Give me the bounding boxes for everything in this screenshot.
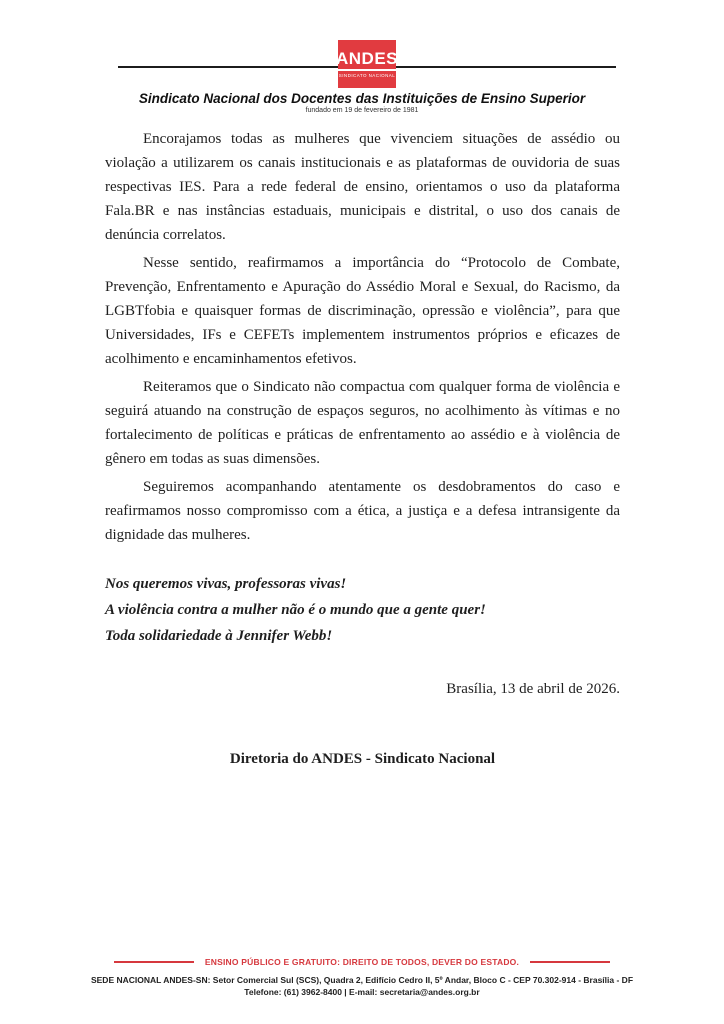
document-body — [105, 127, 620, 771]
dateline: Brasília, 13 de abril de 2026. — [446, 681, 620, 697]
slogan-line: Toda solidariedade à Jennifer Webb! — [105, 628, 333, 644]
andes-logo — [336, 40, 399, 88]
page-footer — [0, 957, 724, 998]
footer-address-line1: SEDE NACIONAL ANDES-SN: Setor Comercial Sul (SCS), Quadra 2, Edifício Cedro II, 5º Andar, Bloco C - CEP 70.302-914 - Brasília - DF — [90, 975, 634, 985]
slogan-line: Nos queremos vivas, professoras vivas! — [105, 576, 347, 592]
founded-date: fundado em 19 de fevereiro de 1981 — [305, 107, 419, 114]
footer-rule-right — [530, 961, 610, 963]
signature: Diretoria do ANDES - Sindicato Nacional — [229, 751, 496, 767]
body-paragraph: Seguiremos acompanhando atentamente os desdobramentos do caso e reafirmamos nosso compromisso com a ética, a justiça e a defesa intransigente da dignidade das mulheres. — [105, 479, 620, 543]
body-paragraph: Reiteramos que o Sindicato não compactua com qualquer forma de violência e seguirá atuando na construção de espaços seguros, no acolhimento às vítimas e no fortalecimento de políticas e práticas de enfrentamento ao assédio e à violência de gênero em todas as suas dimensões. — [105, 379, 620, 467]
body-paragraph: Encorajamos todas as mulheres que vivenciem situações de assédio ou violação a utilizarem os canais institucionais e as plataformas de ouvidoria de suas respectivas IES. Para a rede federal de ensino, orientamos o uso da plataforma Fala.BR e nas instâncias estaduais, municipais e distrital, o uso dos canais de denúncia correlatos. — [105, 131, 620, 243]
footer-rule-left — [114, 961, 194, 963]
footer-motto-row — [0, 957, 724, 967]
logo-subtitle: SINDICATO NACIONAL — [338, 73, 396, 78]
footer-address-line2: Telefone: (61) 3962-8400 | E-mail: secretaria@andes.org.br — [244, 987, 480, 997]
slogan-block — [105, 571, 620, 649]
footer-address — [0, 974, 724, 998]
logo-title: ANDES — [335, 50, 399, 71]
header-rule-right — [396, 66, 616, 68]
body-paragraph: Nesse sentido, reafirmamos a importância do “Protocolo de Combate, Prevenção, Enfrentamento e Apuração do Assédio Moral e Sexual, do Racismo, da LGBTfobia e quaisquer formas de discriminação, opressão e violência”, para que Universidades, IFs e CEFETs implementem instrumentos próprios e eficazes de acolhimento e encaminhamentos efetivos. — [105, 255, 620, 367]
organization-name: Sindicato Nacional dos Docentes das Instituições de Ensino Superior — [138, 91, 586, 106]
header-rule-left — [118, 66, 338, 68]
slogan-line: A violência contra a mulher não é o mundo que a gente quer! — [105, 602, 486, 618]
header-rule-row — [118, 40, 616, 88]
footer-motto: ENSINO PÚBLICO E GRATUITO: DIREITO DE TODOS, DEVER DO ESTADO. — [204, 957, 520, 967]
